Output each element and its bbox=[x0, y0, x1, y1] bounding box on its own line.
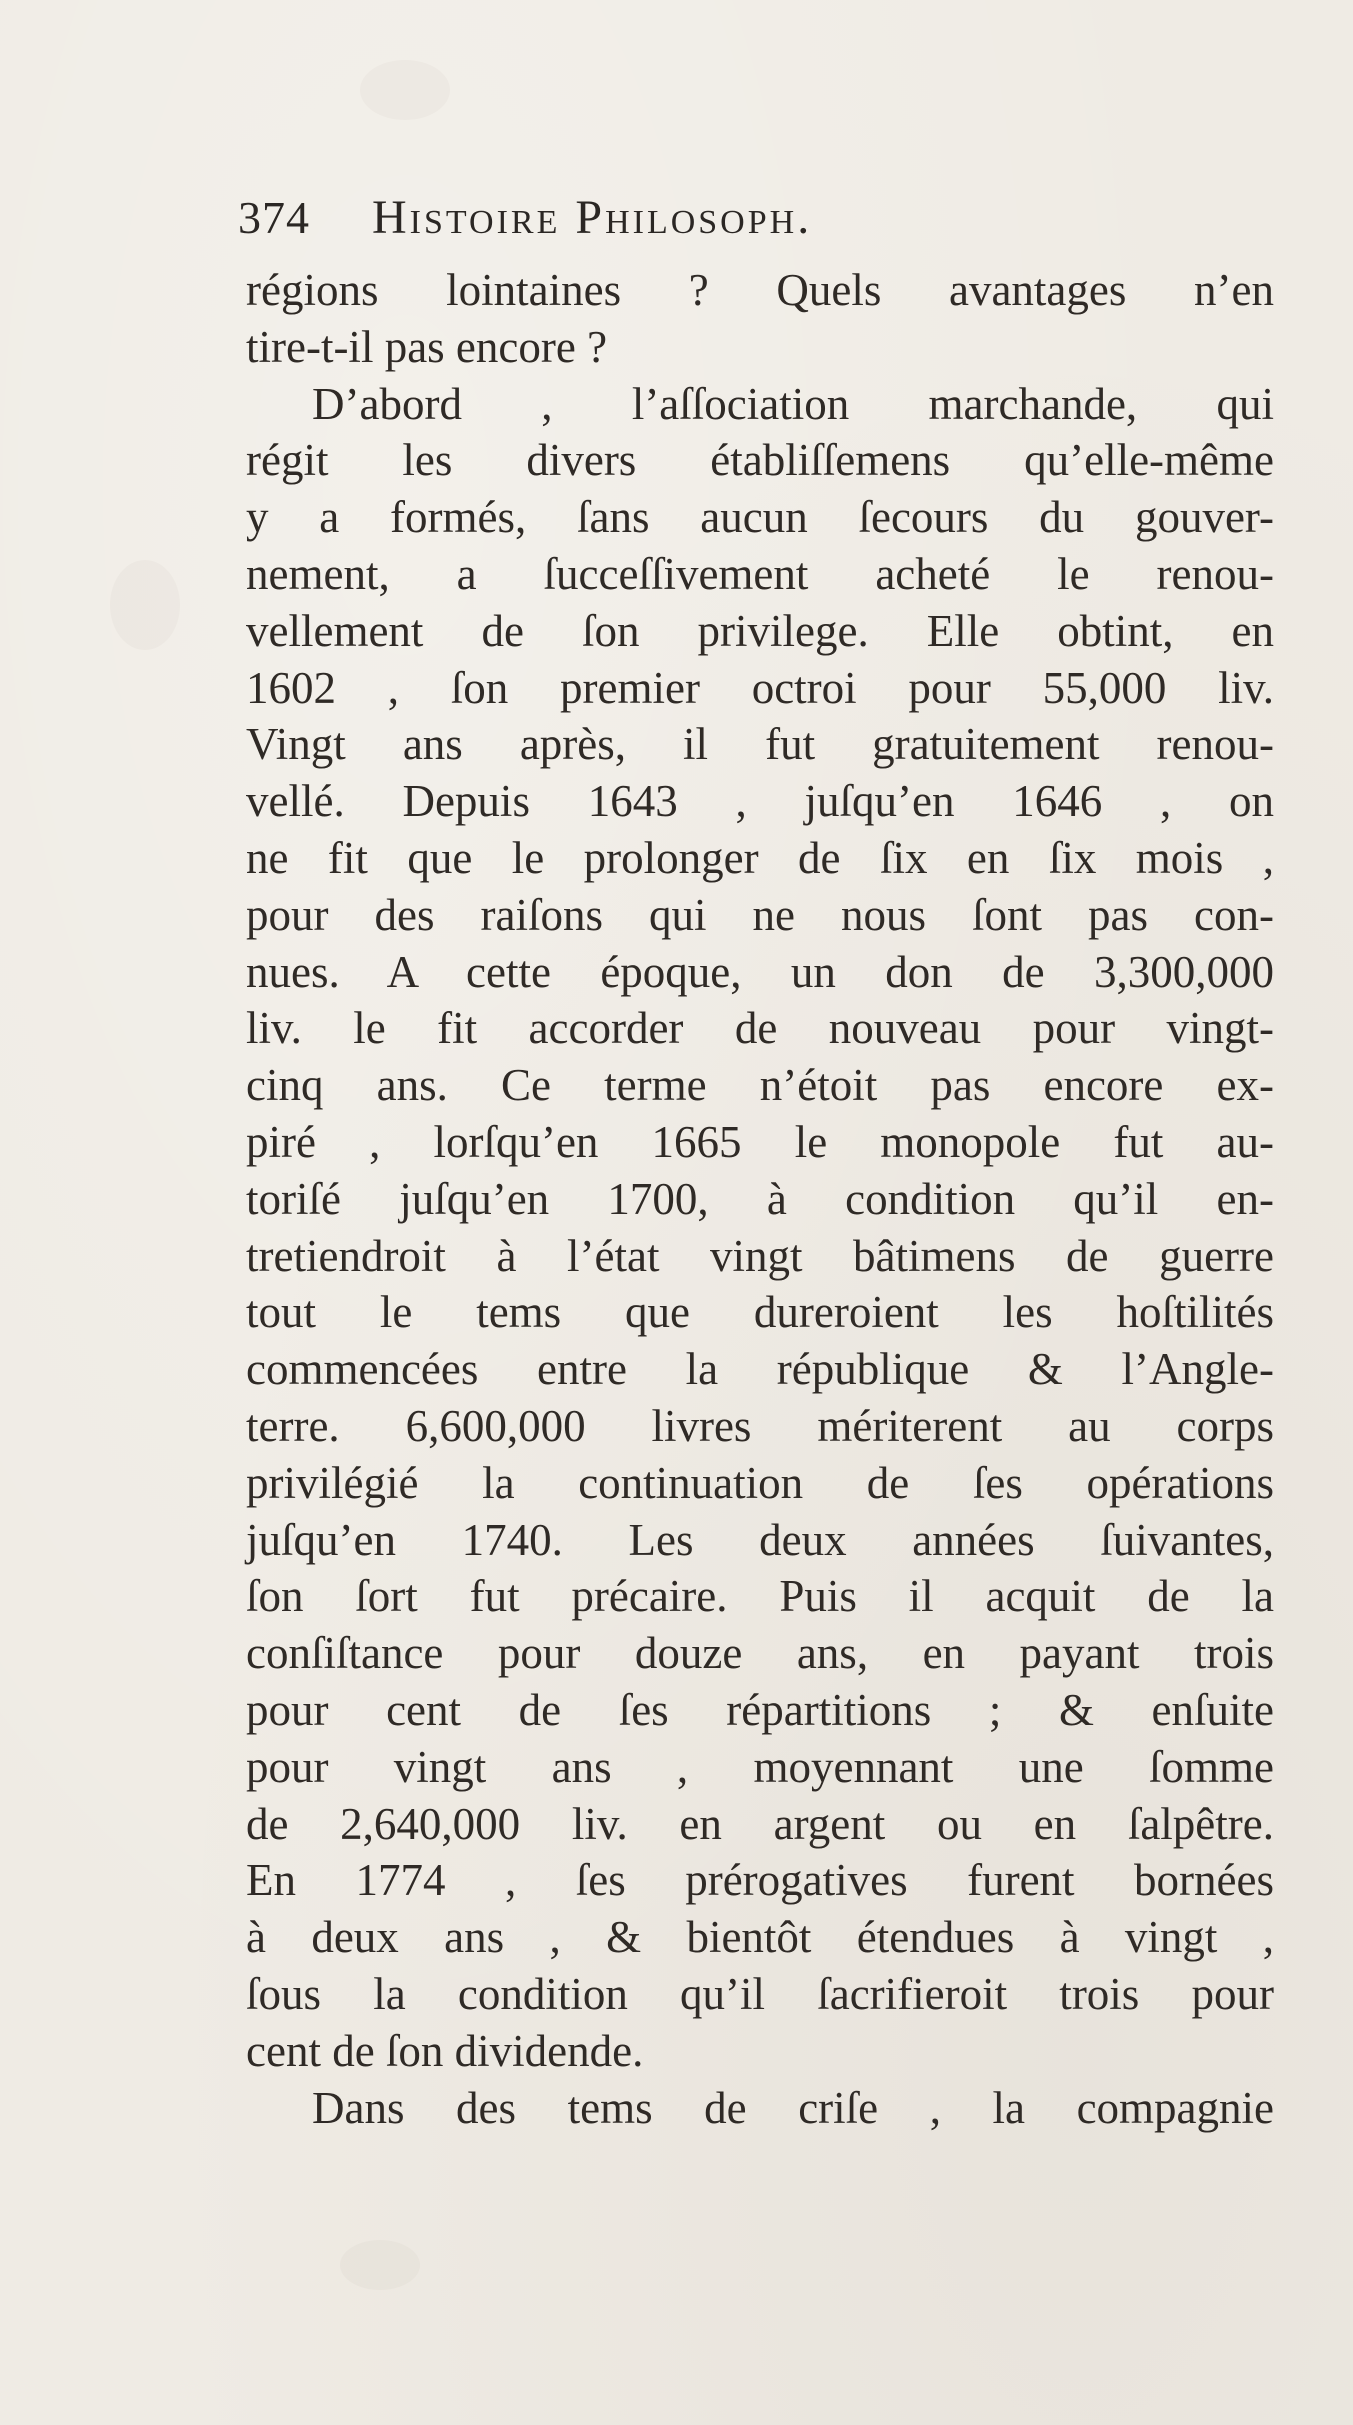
text-line: à deux ans , & bientôt étendues à vingt , bbox=[246, 1912, 1274, 1963]
text-line: pour des raiſons qui ne nous ſont pas con- bbox=[246, 889, 1274, 940]
text-line: pour cent de ſes répartitions ; & enſuite bbox=[246, 1684, 1274, 1735]
text-line: nues. A cette époque, un don de 3,300,000 bbox=[246, 946, 1274, 997]
text-line: tout le tems que dureroient les hoſtilités bbox=[246, 1287, 1274, 1338]
text-line: ne fit que le prolonger de ſix en ſix mois , bbox=[246, 832, 1274, 883]
paper-stain bbox=[110, 560, 180, 650]
text-line: ſous la condition qu’il ſacrifieroit trois pour bbox=[246, 1968, 1274, 2019]
text-line: cent de ſon dividende. bbox=[246, 2025, 644, 2076]
text-line: ſon ſort fut précaire. Puis il acquit de la bbox=[246, 1571, 1274, 1622]
text-line: tretiendroit à l’état vingt bâtimens de guerre bbox=[246, 1230, 1274, 1281]
paragraph-start-line: Dans des tems de criſe , la compagnie bbox=[312, 2082, 1274, 2133]
text-line: tire-t-il pas encore ? bbox=[246, 321, 608, 372]
text-line: toriſé juſqu’en 1700, à condition qu’il en- bbox=[246, 1173, 1274, 1224]
text-line: régit les divers établiſſemens qu’elle-même bbox=[246, 435, 1274, 486]
paragraph-start-line: D’abord , l’aſſociation marchande, qui bbox=[312, 378, 1274, 429]
text-line: juſqu’en 1740. Les deux années ſuivantes, bbox=[246, 1514, 1274, 1565]
text-line: privilégié la continuation de ſes opérations bbox=[246, 1457, 1274, 1508]
text-line: En 1774 , ſes prérogatives furent bornées bbox=[246, 1855, 1274, 1906]
text-line: liv. le fit accorder de nouveau pour vingt- bbox=[246, 1003, 1274, 1054]
text-line: piré , lorſqu’en 1665 le monopole fut au- bbox=[246, 1116, 1274, 1167]
text-line: cinq ans. Ce terme n’étoit pas encore ex- bbox=[246, 1060, 1274, 1111]
text-line: y a formés, ſans aucun ſecours du gouver- bbox=[246, 492, 1274, 543]
text-line: Vingt ans après, il fut gratuitement renou- bbox=[246, 719, 1274, 770]
page-header bbox=[238, 190, 812, 262]
paper-stain bbox=[340, 2240, 420, 2290]
text-line: de 2,640,000 liv. en argent ou en ſalpêtre. bbox=[246, 1798, 1274, 1849]
paper-stain bbox=[360, 60, 450, 120]
text-line: commencées entre la république & l’Angle- bbox=[246, 1344, 1274, 1395]
running-title: Histoire Philosoph. bbox=[372, 191, 813, 244]
text-line: vellement de ſon privilege. Elle obtint, en bbox=[246, 605, 1274, 656]
text-line: régions lointaines ? Quels avantages n’en bbox=[246, 265, 1274, 315]
text-line: pour vingt ans , moyennant une ſomme bbox=[246, 1741, 1274, 1792]
text-line: 1602 , ſon premier octroi pour 55,000 liv. bbox=[246, 662, 1274, 713]
body-text bbox=[246, 262, 1274, 2136]
text-line: terre. 6,600,000 livres mériterent au corps bbox=[246, 1400, 1274, 1451]
page-number: 374 bbox=[238, 192, 310, 243]
text-line: vellé. Depuis 1643 , juſqu’en 1646 , on bbox=[246, 776, 1274, 827]
text-line: conſiſtance pour douze ans, en payant trois bbox=[246, 1628, 1274, 1679]
text-line: nement, a ſucceſſivement acheté le renou- bbox=[246, 548, 1274, 599]
